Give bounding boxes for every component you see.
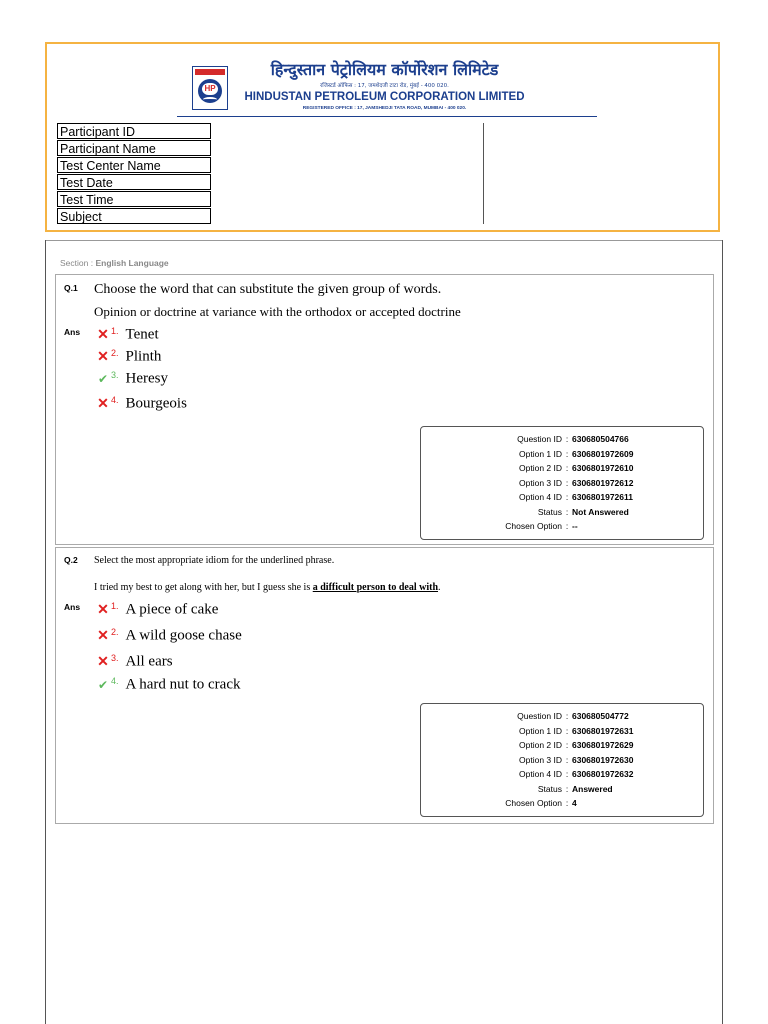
header-box <box>45 42 720 232</box>
question-card-1 <box>55 274 714 545</box>
meta-option-1-id: Option 1 ID : 6306801972631 <box>519 725 634 736</box>
company-name-english: HINDUSTAN PETROLEUM CORPORATION LIMITED <box>244 91 525 103</box>
option-4: ✔ 4. A hard nut to crack <box>97 676 241 693</box>
question-text: Choose the word that can substitute the given group of words. <box>94 282 442 297</box>
test-date-label: Test Date <box>57 174 211 190</box>
option-3: ✔ 3. Heresy <box>97 370 168 387</box>
cross-icon: ✕ <box>97 348 109 365</box>
test-time-label: Test Time <box>57 191 211 207</box>
option-3: ✕ 3. All ears <box>97 653 173 670</box>
cross-icon: ✕ <box>97 601 109 618</box>
frame-top <box>45 240 723 241</box>
cross-icon: ✕ <box>97 326 109 343</box>
header-divider <box>177 116 597 117</box>
meta-chosen-option: Chosen Option : 4 <box>505 798 577 808</box>
question-number: Q.2 <box>64 555 78 565</box>
question-meta-box <box>420 703 704 817</box>
frame-left <box>45 240 46 1024</box>
question-sentence: I tried my best to get along with her, but I guess she is a difficult person to deal with. <box>94 582 441 593</box>
meta-question-id: Question ID : 630680504766 <box>517 434 629 444</box>
meta-option-3-id: Option 3 ID : 6306801972630 <box>519 754 634 765</box>
question-number: Q.1 <box>64 283 78 293</box>
cross-icon: ✕ <box>97 395 109 412</box>
participant-name-label: Participant Name <box>57 140 211 156</box>
registered-office: REGISTERED OFFICE : 17, JAMSHEDJI TATA ROAD, MUMBAI - 400 020. <box>302 106 467 111</box>
cross-icon: ✕ <box>97 653 109 670</box>
info-divider <box>483 123 484 224</box>
meta-option-3-id: Option 3 ID : 6306801972612 <box>519 477 634 488</box>
meta-option-1-id: Option 1 ID : 6306801972609 <box>519 448 634 459</box>
company-name-hindi: हिन्दुस्तान पेट्रोलियम कॉर्पोरेशन लिमिटेड <box>270 60 499 79</box>
company-address-hindi: रजिस्टर्ड ऑफिस : 17, जमशेदजी टाटा रोड, मुंबई - 400 020. <box>320 83 449 89</box>
question-text: Select the most appropriate idiom for the underlined phrase. <box>94 555 335 566</box>
participant-id-label: Participant ID <box>57 123 211 139</box>
answer-label: Ans <box>64 327 81 337</box>
cross-icon: ✕ <box>97 627 109 644</box>
question-meta-box <box>420 426 704 540</box>
meta-status: Status : Answered <box>537 783 613 794</box>
section-label: Section : English Language <box>60 258 169 268</box>
participant-info-table <box>57 123 211 225</box>
frame-right <box>722 240 723 1024</box>
option-2: ✕ 2. A wild goose chase <box>97 627 242 644</box>
meta-status: Status : Not Answered <box>537 506 629 517</box>
test-center-label: Test Center Name <box>57 157 211 173</box>
answer-label: Ans <box>64 602 81 612</box>
meta-option-4-id: Option 4 ID : 6306801972611 <box>519 492 633 502</box>
meta-option-2-id: Option 2 ID : 6306801972610 <box>519 463 634 473</box>
option-1: ✕ 1. Tenet <box>97 326 159 343</box>
check-icon: ✔ <box>97 677 109 692</box>
hp-logo: HP <box>192 66 228 110</box>
meta-question-id: Question ID : 630680504772 <box>517 711 629 721</box>
option-4: ✕ 4. Bourgeois <box>97 395 187 412</box>
option-2: ✕ 2. Plinth <box>97 348 162 365</box>
underlined-phrase: a difficult person to deal with <box>312 582 439 593</box>
meta-option-4-id: Option 4 ID : 6306801972632 <box>519 769 634 779</box>
option-1: ✕ 1. A piece of cake <box>97 601 219 618</box>
question-subtext: Opinion or doctrine at variance with the orthodox or accepted doctrine <box>94 304 461 319</box>
question-card-2 <box>55 547 714 824</box>
subject-label: Subject <box>57 208 211 224</box>
meta-chosen-option: Chosen Option : -- <box>505 521 578 531</box>
check-icon: ✔ <box>97 371 109 386</box>
meta-option-2-id: Option 2 ID : 6306801972629 <box>519 740 634 750</box>
